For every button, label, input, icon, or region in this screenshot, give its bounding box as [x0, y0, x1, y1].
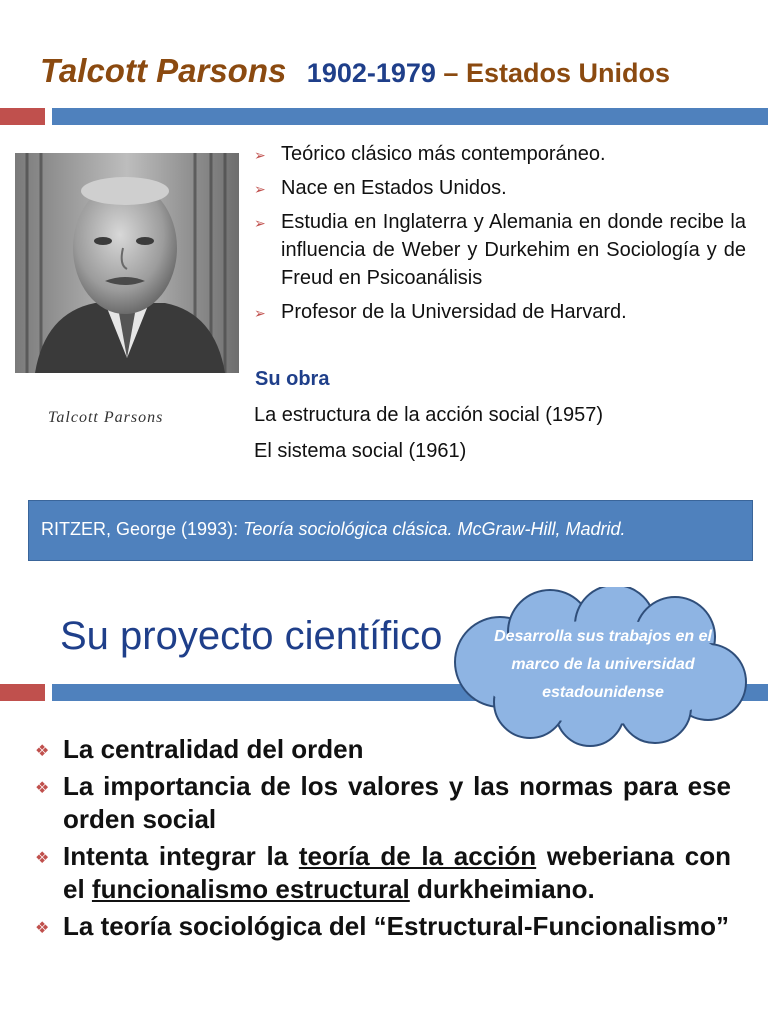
obra-item: La estructura de la acción social (1957): [254, 404, 604, 426]
project-bullet-list: [35, 733, 731, 947]
diamond-bullet-icon: ❖: [35, 920, 50, 937]
underlined-term: teoría de la acción: [298, 841, 537, 871]
title-country: Estados Unidos: [465, 58, 670, 88]
divider-red-block: [0, 684, 45, 701]
divider-red-block: [0, 108, 45, 125]
underlined-term: funcionalismo estructural: [91, 874, 410, 904]
reference-box: [28, 500, 753, 561]
list-item: ➢ Profesor de la Universidad de Harvard.: [254, 298, 746, 326]
list-item: ❖ Intenta integrar la teoría de la acción weberiana con el funcionalismo estructural durkheimiano.: [35, 841, 731, 904]
list-item: ➢ Nace en Estados Unidos.: [254, 174, 746, 202]
reference-author: RITZER, George (1993):: [41, 519, 244, 539]
divider-blue-bar: [52, 108, 768, 125]
list-item: ➢ Estudia en Inglaterra y Alemania en donde recibe la influencia de Weber y Durkehim en Sociología y de Freud en Psicoanálisis: [254, 211, 746, 289]
obra-item: El sistema social (1961): [254, 440, 467, 462]
diamond-bullet-icon: ❖: [35, 850, 50, 867]
reference-text: [41, 519, 626, 540]
diamond-bullet-icon: ❖: [35, 780, 50, 797]
diamond-bullet-icon: ❖: [35, 743, 50, 760]
arrow-bullet-icon: ➢: [254, 305, 266, 321]
title-name: Talcott Parsons: [40, 52, 287, 89]
bio-bullet-list: [254, 140, 746, 332]
list-item: ➢ Teórico clásico más contemporáneo.: [254, 140, 746, 168]
title-dash: –: [435, 58, 466, 88]
title-dates: 1902-1979: [306, 58, 436, 88]
slide2-title: Su proyecto científico: [60, 614, 443, 658]
photo-caption: Talcott Parsons: [48, 409, 164, 426]
portrait-illustration: [15, 153, 239, 430]
list-item: ❖ La importancia de los valores y las normas para ese orden social: [35, 771, 731, 834]
arrow-bullet-icon: ➢: [254, 147, 266, 163]
obra-heading: Su obra: [255, 368, 330, 390]
list-item: ❖ La teoría sociológica del “Estructural-Funcionalismo”: [35, 910, 731, 943]
slide1-title: [40, 52, 670, 90]
portrait-photo: [15, 153, 239, 430]
arrow-bullet-icon: ➢: [254, 215, 266, 231]
reference-work: Teoría sociológica clásica. McGraw-Hill, Madrid.: [243, 519, 626, 539]
list-item: ❖ La centralidad del orden: [35, 733, 731, 766]
cloud-text: Desarrolla sus trabajos en el marco de la universidad estadounidense: [494, 628, 712, 701]
arrow-bullet-icon: ➢: [254, 181, 266, 197]
slide1-divider: [0, 108, 768, 125]
